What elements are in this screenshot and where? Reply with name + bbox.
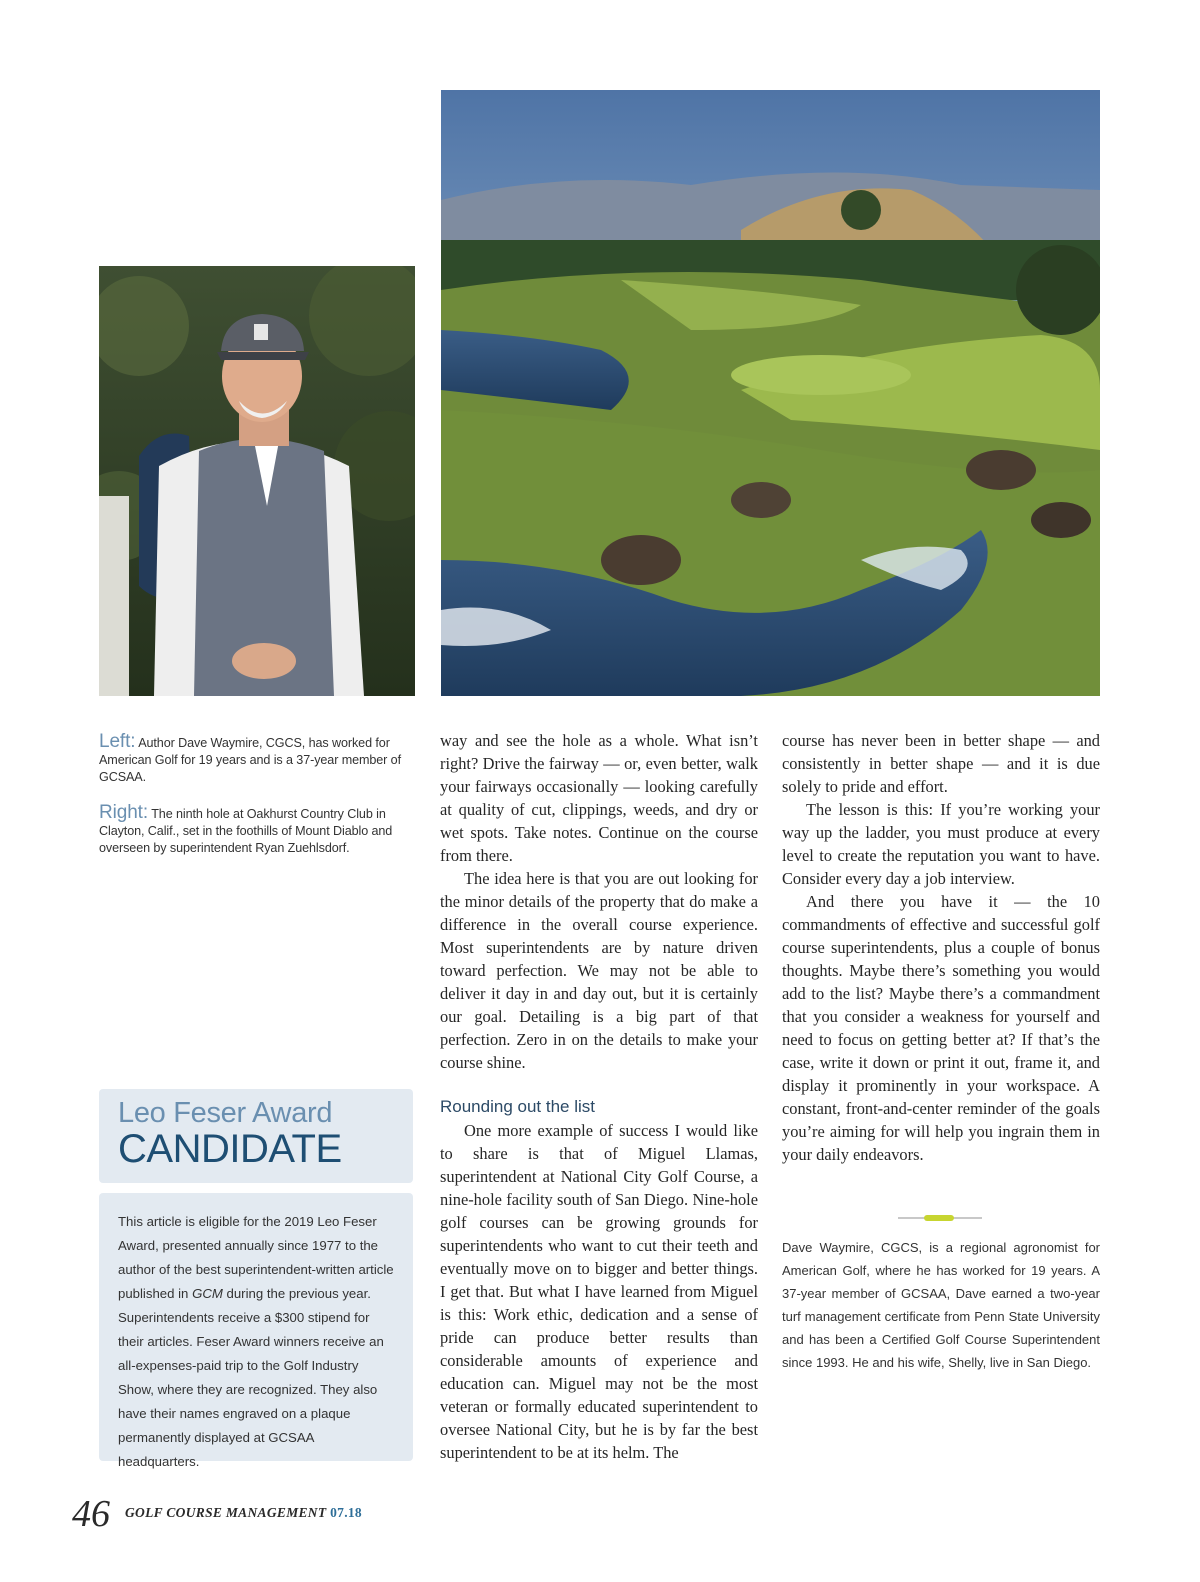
author-photo (99, 266, 415, 696)
caption-lead: Left: (99, 731, 136, 752)
page-number: 46 (72, 1493, 110, 1535)
award-description-box (99, 1193, 413, 1469)
caption-lead: Right: (99, 802, 149, 823)
right-photo-caption (99, 804, 415, 857)
paragraph: The idea here is that you are out looking for the minor details of the property that do make a difference in the overall course experience. Most superintendents are by nature driven toward perfection. We may not be able to deliver it day in and day out, but it is certainly our goal. Detailing is a big part of that perfection. Zero in on the details to make your course shine. (440, 869, 758, 1072)
paragraph: And there you have it — the 10 commandments of effective and successful golf course superintendents, plus a couple of bonus thoughts. Maybe there’s something you would add to the list? Maybe there’s a commandment that you consider a weakness for yourself and need to focus on getting better at? If that’s the case, write it down or print it out, frame it, and display it prominently in your workspace. A constant, front-and-center reminder of the goals you’re aiming for will help you ingrain them in your daily endeavors. (782, 892, 1100, 1164)
award-description (118, 1210, 394, 1474)
caption-text: The ninth hole at Oakhurst Country Club in Clayton, Calif., set in the foothills of Mount Diablo and overseen by superintendent Ryan Zuehlsdorf. (99, 807, 393, 855)
award-text-part: This article is eligible for the 2019 Leo Feser Award, presented annually since 1977 to the author of the best superintendent-written article published in (118, 1214, 394, 1301)
paragraph: way and see the hole as a whole. What isn’t right? Drive the fairway — or, even better, walk your fairways occasionally — looking carefully at quality of cut, clippings, weeds, and dry or wet spots. Take notes. Continue on the course from there. (440, 731, 758, 865)
article-column-2 (782, 729, 1100, 1166)
author-bio: Dave Waymire, CGCS, is a regional agronomist for American Golf, where he has worked for 19 years. A 37-year member of GCSAA, Dave earned a two-year turf management certificate from Penn State University and has been a Certified Golf Course Superintendent since 1993. He and his wife, Shelly, live in San Diego. (782, 1240, 1100, 1370)
paragraph: course has never been in better shape — and consistently in better shape — and it is due solely to pride and effort. (782, 731, 1100, 796)
paragraph: One more example of success I would like to share is that of Miguel Llamas, superintendent at National City Golf Course, a nine-hole facility south of San Diego. Nine-hole golf courses can be growing grounds for superintendents who want to cut their teeth and eventually move on to bigger and better things. I get that. But what I have learned from Miguel is this: Work ethic, dedication and a sense of pride can produce better results than considerable amounts of experience and education can. Miguel may not be the most veteran or formally educated superintendent to oversee National City, but he is by far the best superintendent to be at its helm. The (440, 1121, 758, 1462)
golf-course-photo (441, 90, 1100, 696)
issue-date: 07.18 (330, 1505, 362, 1520)
divider-accent (924, 1215, 954, 1221)
award-title: Leo Feser Award (118, 1097, 333, 1129)
award-candidate-label: CANDIDATE (118, 1127, 342, 1171)
award-heading-box (99, 1089, 413, 1183)
section-subhead: Rounding out the list (440, 1097, 595, 1116)
caption-text: Author Dave Waymire, CGCS, has worked for American Golf for 19 years and is a 37-year member of GCSAA. (99, 736, 401, 784)
magazine-abbrev: GCM (192, 1286, 223, 1301)
left-photo-caption (99, 733, 415, 786)
magazine-footer (125, 1505, 362, 1521)
award-text-part: during the previous year. Superintendents receive a $300 stipend for their articles. Feser Award winners receive an all-expenses-paid trip to the Golf Industry Show, where they are recognized. They also have their names engraved on a plaque permanently displayed at GCSAA headquarters. (118, 1286, 384, 1469)
article-column-1 (440, 729, 758, 1464)
magazine-name: GOLF COURSE MANAGEMENT (125, 1505, 327, 1520)
paragraph: The lesson is this: If you’re working your way up the ladder, you must produce at every level to create the reputation you want to have. Consider every day a job interview. (782, 800, 1100, 888)
